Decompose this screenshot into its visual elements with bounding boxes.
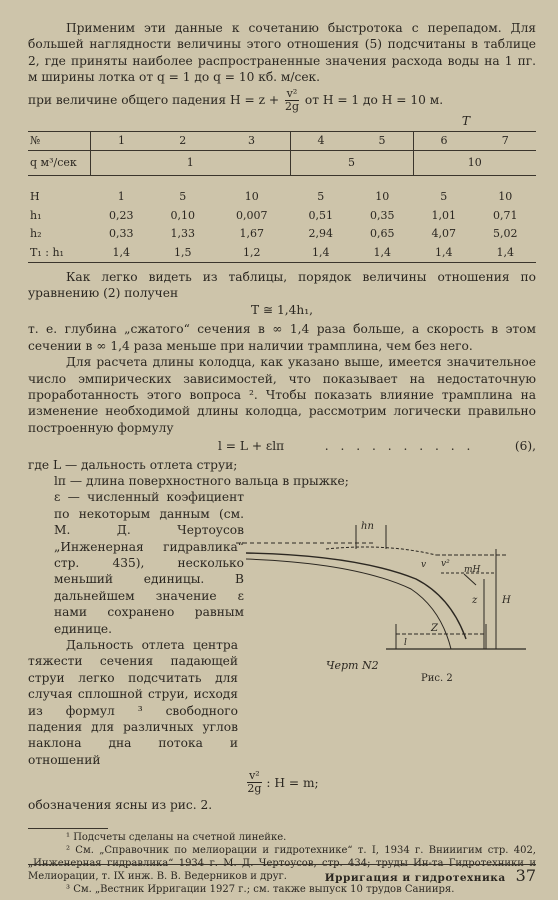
- paragraph-depth: т. е. глубина „сжатого“ сечения в ∞ 1,4 раза больше, а скорость в этом сечении в ∞ 1,4 раза меньше при наличии трамплина, чем без него.: [28, 322, 536, 353]
- formula-T: T ≅ 1,4h₁,: [250, 302, 314, 317]
- table-cell: 5: [317, 190, 325, 204]
- table-header-cell: 1: [91, 132, 152, 151]
- footnote-separator: [28, 828, 108, 829]
- table-cell: 0,35: [370, 208, 395, 222]
- fraction-v2-2g-second: [245, 770, 263, 795]
- formula-height-range: [28, 88, 536, 113]
- formula-m-line: [28, 770, 536, 795]
- table-group-label: q м³/сек: [28, 151, 91, 176]
- table-cell: 0,65: [370, 227, 395, 241]
- label-H: H: [502, 595, 511, 607]
- data-table: [28, 131, 536, 263]
- fraction-numerator: v²: [249, 769, 260, 783]
- table-cell: 1,4: [413, 244, 474, 263]
- table-cell: 5: [440, 190, 448, 204]
- footnote-1: ¹ Подсчеты сделаны на счетной линейке.: [66, 831, 287, 843]
- figure-caption: Рис. 2: [421, 673, 453, 685]
- table-row: [28, 207, 536, 225]
- table-header-cell: 4: [290, 132, 351, 151]
- table-row-label: H: [30, 190, 40, 204]
- table-cell: 1,4: [290, 244, 351, 263]
- formula-m: : H = m;: [266, 775, 319, 790]
- label-hn: hп: [361, 521, 374, 533]
- figure-jump-diagram: [236, 519, 536, 689]
- definition-L: где L — дальность отлета струи;: [28, 457, 238, 472]
- table-cell: 1,4: [91, 244, 152, 263]
- definition-epsilon: ε — численный коэфициент по некоторым данным (см. М. Д. Чертоусов „Инженерная гидравлика“ стр. 435), несколько меньший единицы. В дальнейшем значение ε нами сохранено равным единице.: [54, 490, 244, 636]
- journal-title: Ирригация и гидротехника: [324, 871, 506, 884]
- table-row-label: h₁: [30, 208, 42, 222]
- formula-pre: при величине общего падения H = z +: [28, 92, 280, 107]
- table-group-cell: 1: [91, 151, 291, 176]
- table-cell: 1,4: [475, 244, 537, 263]
- paragraph-table-conclusion: Как легко видеть из таблицы, порядок величины отношения по уравнению (2) получен: [28, 270, 536, 301]
- table-cell: 0,51: [308, 208, 334, 222]
- formula-l: l = L + εlп: [218, 439, 285, 454]
- table-cell: 0,23: [108, 208, 134, 222]
- table-header-cell: 5: [352, 132, 413, 151]
- formula-post: от H = 1 до H = 10 м.: [304, 92, 444, 107]
- paragraph-intro: Применим эти данные к сочетанию быстротока с перепадом. Для большей наглядности величины этого отношения (5) подсчитаны в таблице 2, где приняты наиболее распространенные значения расхода воды на 1 пг. м ширины лотка от q = 1 до q = 10 кб. м/сек.: [28, 21, 536, 85]
- table-row: [28, 244, 536, 263]
- label-v2: v²: [441, 559, 450, 570]
- definition-ln: lп — длина поверхностного вальца в прыжке;: [54, 473, 349, 488]
- table-cell: 2,94: [308, 227, 334, 241]
- table-cell: 10: [498, 190, 513, 204]
- table-header-cell: 2: [152, 132, 213, 151]
- label-mh: mH: [464, 565, 481, 576]
- table-header-cell: №: [28, 132, 91, 151]
- table-cell: 1: [117, 190, 125, 204]
- table-row: [28, 225, 536, 243]
- footnote-2: ² См. „Справочник по мелиорации и гидротехнике“ т. I, 1934 г. Внииигим стр. 402, „Инженерная гидравлика“ 1934 г. М. Д. Чертоусов, стр. 434; труды Ин-та Гидротехники и Мелиорации, т. IX инж. В. В. Ведерников и друг.: [28, 844, 536, 882]
- formula-l-line: l = L + εlп . . . . . . . . . . (6),: [218, 439, 536, 454]
- table-cell: 4,07: [431, 227, 456, 241]
- formula-number: (6),: [514, 439, 536, 454]
- fraction-denominator: 2g: [247, 782, 262, 796]
- table-cell: 10: [244, 190, 259, 204]
- paragraph-flight: Дальность отлета центра тяжести сечения падающей струи легко подсчитать для случая сплошной струи, исходя из формул ³ свободного падения для различных углов наклона дна потока и отношений: [28, 638, 238, 767]
- table-row-label: h₂: [30, 227, 42, 241]
- table-cell: 0,71: [493, 208, 518, 222]
- table-row-label: T₁ : h₁: [28, 244, 91, 263]
- table-cell: 1,4: [352, 244, 413, 263]
- table-cell: 1,67: [239, 227, 264, 241]
- table-cell: 1,01: [431, 208, 456, 222]
- table-cell: 0,007: [236, 208, 268, 222]
- table-cell: 5: [179, 190, 187, 204]
- paragraph-basin-length: Для расчета длины колодца, как указано выше, имеется значительное число эмпирических зависимостей, что показывает на недостаточную проработанность этого вопроса ². Чтобы показать влияние трамплина на изменение необходимой длины колодца, рассмотрим логически правильно построенную формулу: [28, 355, 536, 435]
- table-header-cell: 3: [213, 132, 290, 151]
- table-cell: 10: [375, 190, 390, 204]
- label-z: z: [472, 595, 478, 607]
- table-group-cell: 5: [290, 151, 413, 176]
- table-header-cell: 7: [475, 132, 537, 151]
- table-cell: 1,5: [152, 244, 213, 263]
- table-header-cell: 6: [413, 132, 474, 151]
- table-cell: 5,02: [493, 227, 518, 241]
- page-footer: [28, 864, 536, 886]
- table-header-row: [28, 132, 536, 151]
- table-row: [28, 188, 536, 206]
- page-number: 37: [515, 865, 536, 885]
- table-cell: 1,33: [170, 227, 195, 241]
- fraction-denominator: 2g: [284, 99, 299, 113]
- table-group-row: [28, 151, 536, 176]
- label-Z: Z: [431, 623, 438, 635]
- table-cell: 0,33: [108, 227, 134, 241]
- table-cell: 1,2: [213, 244, 290, 263]
- figure-wrap-area: [28, 489, 536, 685]
- paragraph-notation: обозначения ясны из рис. 2.: [28, 798, 213, 813]
- footnote-3: ³ См. „Вестник Ирригации 1927 г.; см. также выпуск 10 трудов Санииря.: [66, 883, 455, 895]
- table-group-cell: 10: [413, 151, 536, 176]
- fraction-v2-2g: [283, 88, 301, 113]
- table-label: T: [461, 113, 470, 128]
- label-l: l: [404, 638, 407, 649]
- label-v: v: [421, 560, 427, 571]
- table-cell: 0,10: [170, 208, 195, 222]
- fraction-numerator: v²: [286, 86, 298, 100]
- label-chart: Черт N2: [326, 659, 379, 673]
